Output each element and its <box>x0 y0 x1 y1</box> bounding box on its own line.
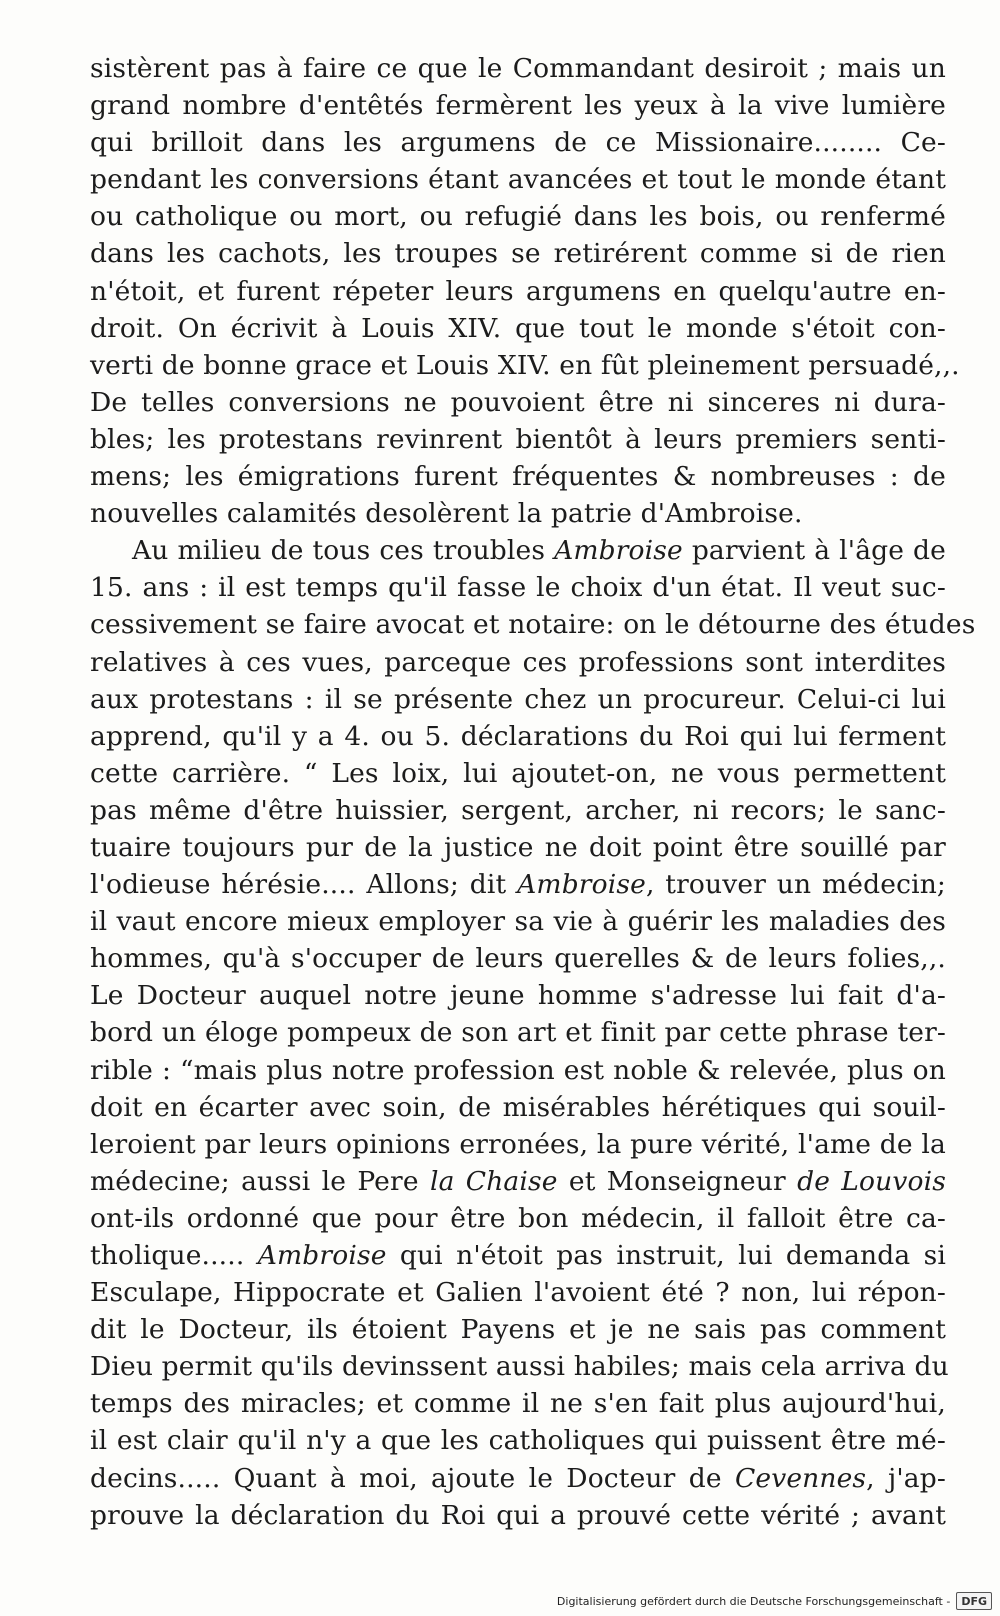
text-segment: relatives à ces vues, parceque ces professions sont interdites <box>90 646 946 678</box>
text-segment: et Monseigneur <box>557 1165 798 1197</box>
text-line: mens; les émigrations furent fréquentes & nombreuses : de <box>90 461 946 493</box>
text-segment: il vaut encore mieux employer sa vie à guérir les maladies des <box>90 906 946 938</box>
text-line <box>90 1200 946 1237</box>
text-line <box>90 755 946 792</box>
text-line <box>90 644 946 681</box>
text-segment: cessivement se faire avocat et notaire: on le détourne des études <box>90 609 976 641</box>
text-segment: 15. ans : il est temps qu'il fasse le choix d'un état. Il veut suc- <box>90 572 946 604</box>
book-text <box>90 50 976 1534</box>
text-segment: l'odieuse hérésie.... Allons; dit <box>90 869 518 901</box>
text-line: qui brilloit dans les argumens de ce Missionaire........ Ce- <box>90 127 946 159</box>
text-segment: doit en écarter avec soin, de misérables hérétiques qui souil- <box>90 1091 946 1123</box>
text-segment: tholique..... <box>90 1240 258 1271</box>
italic-name: Cevennes <box>734 1462 867 1494</box>
text-line <box>90 977 946 1014</box>
text-segment: aux protestans : il se présente chez un procureur. Celui-ci lui <box>90 683 946 715</box>
italic-name: Ambroise <box>554 535 683 567</box>
text-line: ou catholique ou mort, ou refugié dans les bois, ou renfermé <box>90 201 946 233</box>
text-segment: leroient par leurs opinions erronées, la pure vérité, l'ame de la <box>90 1128 946 1160</box>
text-line: dans les cachots, les troupes se retirérent comme si de rien <box>90 238 946 270</box>
digitization-footer <box>557 1592 992 1610</box>
text-line <box>90 606 976 643</box>
text-line <box>90 1089 946 1126</box>
text-segment: il est clair qu'il n'y a que les catholiques qui puissent être mé- <box>90 1425 946 1457</box>
text-line <box>90 1052 946 1089</box>
text-line: sistèrent pas à faire ce que le Commandant desiroit ; mais un <box>90 53 946 84</box>
text-line: n'étoit, et furent répeter leurs argumens en quelqu'autre en- <box>90 275 946 307</box>
text-line <box>90 681 946 718</box>
text-line <box>90 1014 946 1051</box>
text-segment: hommes, qu'à s'occuper de leurs querelles & de leurs folies,,. <box>90 943 946 975</box>
text-line <box>90 1422 946 1459</box>
footer-credit-text: Digitalisierung gefördert durch die Deutsche Forschungsgemeinschaft - <box>556 1594 951 1608</box>
text-segment: , j'ap- <box>866 1462 946 1494</box>
text-line <box>90 1460 946 1497</box>
dfg-logo-icon: DFG <box>956 1592 992 1610</box>
italic-name: de Louvois <box>797 1165 946 1197</box>
text-line <box>90 866 946 903</box>
text-line <box>90 792 946 829</box>
text-segment: Esculape, Hippocrate et Galien l'avoient été ? non, lui répon- <box>90 1277 946 1309</box>
text-line <box>90 1126 946 1163</box>
text-line <box>90 940 946 977</box>
italic-name: Ambroise <box>257 1240 387 1271</box>
text-line <box>90 532 946 569</box>
text-segment: apprend, qu'il y a 4. ou 5. déclarations du Roi qui lui ferment <box>90 720 946 752</box>
text-line <box>90 1348 949 1385</box>
text-segment: prouve la déclaration du Roi qui a prouvé cette vérité ; avant <box>90 1499 946 1531</box>
text-segment: temps des miracles; et comme il ne s'en fait plus aujourd'hui, <box>90 1388 946 1420</box>
text-line: De telles conversions ne pouvoient être ni sinceres ni dura- <box>90 386 946 418</box>
text-segment: ont-ils ordonné que pour être bon médecin, il falloit être ca- <box>90 1202 946 1234</box>
text-line <box>90 1311 946 1348</box>
text-line <box>90 829 946 866</box>
text-line <box>90 1163 946 1200</box>
text-segment: bord un éloge pompeux de son art et finit par cette phrase ter- <box>90 1017 946 1049</box>
text-segment: dit le Docteur, ils étoient Payens et je ne sais pas comment <box>90 1314 946 1346</box>
text-segment: Le Docteur auquel notre jeune homme s'adresse lui fait d'a- <box>90 980 946 1012</box>
text-segment: decins..... Quant à moi, ajoute le Docteur de <box>90 1462 735 1494</box>
italic-name: Ambroise <box>517 869 646 901</box>
text-line <box>90 1274 946 1311</box>
text-segment: parvient à l'âge de <box>682 535 946 567</box>
text-line <box>90 1385 946 1422</box>
text-line <box>90 1497 946 1534</box>
text-segment: rible : “mais plus notre profession est noble & relevée, plus on <box>90 1054 946 1086</box>
text-segment: médecine; aussi le Pere <box>90 1165 430 1197</box>
text-segment: cette carrière. “ Les loix, lui ajoutet-on, ne vous permettent <box>90 757 946 789</box>
text-line <box>90 718 946 755</box>
text-segment: Dieu permit qu'ils devinssent aussi habiles; mais cela arriva du <box>90 1351 949 1383</box>
text-line: bles; les protestans revinrent bientôt à leurs premiers senti- <box>90 423 946 455</box>
text-segment: pas même d'être huissier, sergent, archer, ni recors; le sanc- <box>90 794 946 826</box>
text-line <box>90 569 946 606</box>
text-line: verti de bonne grace et Louis XIV. en fût pleinement persuadé,,. <box>90 349 960 381</box>
text-line <box>90 1237 946 1274</box>
text-line <box>90 903 946 940</box>
text-line: nouvelles calamités desolèrent la patrie d'Ambroise. <box>90 498 803 530</box>
text-line: pendant les conversions étant avancées et tout le monde étant <box>90 164 946 196</box>
text-line: grand nombre d'entêtés fermèrent les yeux à la vive lumière <box>90 90 946 122</box>
text-segment: qui n'étoit pas instruit, lui demanda si <box>386 1240 946 1271</box>
italic-name: la Chaise <box>429 1165 558 1197</box>
text-segment: tuaire toujours pur de la justice ne doit point être souillé par <box>90 831 946 863</box>
text-line: droit. On écrivit à Louis XIV. que tout le monde s'étoit con- <box>90 312 946 344</box>
text-segment: Au milieu de tous ces troubles <box>132 535 555 567</box>
text-segment: , trouver un médecin; <box>645 869 946 901</box>
